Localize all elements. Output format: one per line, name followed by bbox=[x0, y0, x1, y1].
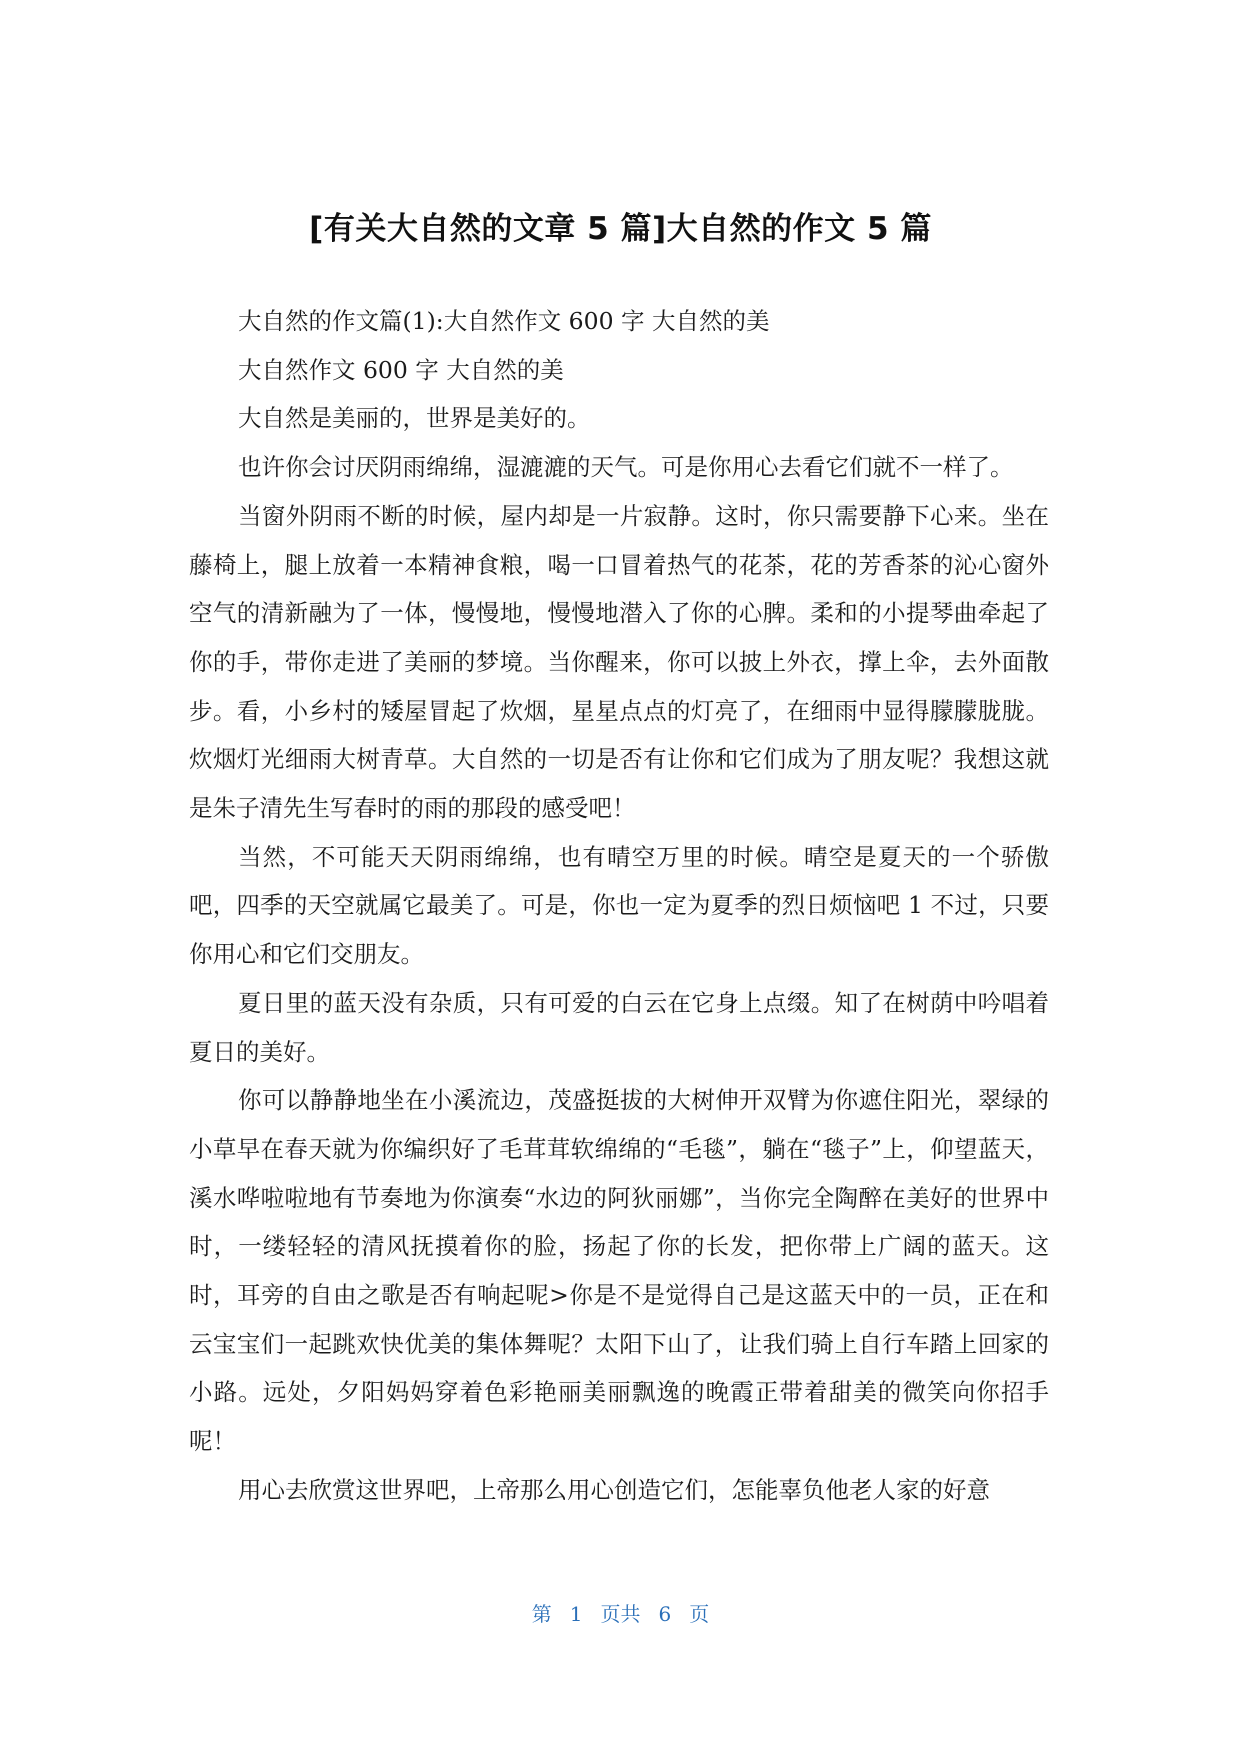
paragraph: 用心去欣赏这世界吧，上帝那么用心创造它们，怎能辜负他老人家的好意 bbox=[238, 1475, 990, 1504]
paragraph: 大自然是美丽的，世界是美好的。 bbox=[238, 404, 591, 433]
paragraph-subheading: 大自然作文 600 字 大自然的美 bbox=[238, 355, 564, 384]
paragraph: 你可以静静地坐在小溪流边，茂盛挺拔的大树伸开双臂为你遮住阳光，翠绿的小草早在春天就为你编织好了毛茸茸软绵绵的“毛毯”，躺在“毯子”上，仰望蓝天，溪水哗啦啦地有节奏地为你演奏“水边的阿狄丽娜”，当你完全陶醉在美好的世界中时，一缕轻轻的清风抚摸着你的脸，扬起了你的长发，把你带上广阔的蓝天。这时，耳旁的自由之歌是否有响起呢>你是不是觉得自己是这蓝天中的一员，正在和云宝宝们一起跳欢快优美的集体舞呢？太阳下山了，让我们骑上自行车踏上回家的小路。远处，夕阳妈妈穿着色彩艳丽美丽飘逸的晚霞正带着甜美的微笑向你招手呢！ bbox=[189, 1086, 1049, 1456]
paragraph: 夏日里的蓝天没有杂质，只有可爱的白云在它身上点缀。知了在树荫中吟唱着夏日的美好。 bbox=[189, 988, 1049, 1066]
paragraph: 当然，不可能天天阴雨绵绵，也有晴空万里的时候。晴空是夏天的一个骄傲吧，四季的天空就属它最美了。可是，你也一定为夏季的烈日烦恼吧 1 不过，只要你用心和它们交朋友。 bbox=[189, 842, 1049, 969]
footer-middle: 页共 bbox=[600, 1602, 641, 1626]
footer-current-page: 1 bbox=[569, 1602, 583, 1626]
footer-prefix: 第 bbox=[531, 1602, 552, 1626]
page-footer bbox=[0, 1600, 1241, 1628]
footer-total-pages: 6 bbox=[658, 1602, 672, 1626]
paragraph-heading: 大自然的作文篇(1):大自然作文 600 字 大自然的美 bbox=[238, 307, 770, 335]
footer-suffix: 页 bbox=[689, 1602, 710, 1626]
paragraph: 当窗外阴雨不断的时候，屋内却是一片寂静。这时，你只需要静下心来。坐在藤椅上，腿上放着一本精神食粮，喝一口冒着热气的花茶，花的芳香茶的沁心窗外空气的清新融为了一体，慢慢地，慢慢地潜入了你的心脾。柔和的小提琴曲牵起了你的手，带你走进了美丽的梦境。当你醒来，你可以披上外衣，撑上伞，去外面散步。看，小乡村的矮屋冒起了炊烟，星星点点的灯亮了，在细雨中显得朦朦胧胧。炊烟灯光细雨大树青草。大自然的一切是否有让你和它们成为了朋友呢？我想这就是朱子清先生写春时的雨的那段的感受吧！ bbox=[189, 501, 1049, 823]
document-body bbox=[189, 297, 1049, 1515]
paragraph: 也许你会讨厌阴雨绵绵，湿漉漉的天气。可是你用心去看它们就不一样了。 bbox=[238, 453, 1014, 482]
document-title: [有关大自然的文章 5 篇]大自然的作文 5 篇 bbox=[309, 210, 932, 247]
